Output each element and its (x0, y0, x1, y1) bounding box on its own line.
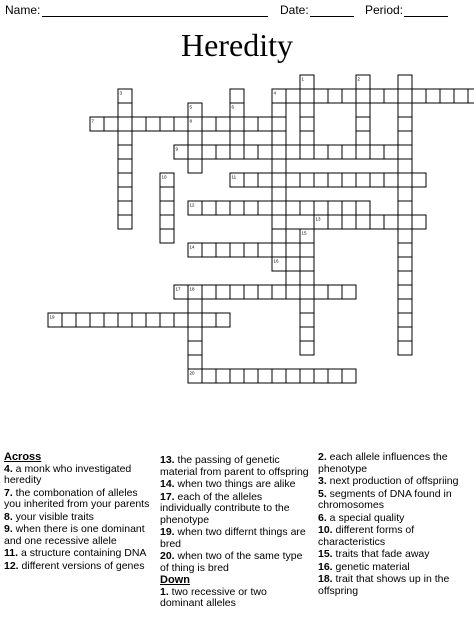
grid-cell[interactable] (328, 145, 342, 159)
grid-cell[interactable] (258, 285, 272, 299)
across-clue (160, 527, 310, 550)
grid-cell[interactable] (342, 173, 356, 187)
down-clue (318, 549, 470, 561)
grid-cell[interactable] (118, 187, 132, 201)
grid-cell[interactable] (188, 313, 202, 327)
grid-cell[interactable] (328, 173, 342, 187)
grid-cell[interactable] (356, 103, 370, 117)
grid-cell[interactable] (398, 243, 412, 257)
clue-number-label: 2. (318, 451, 327, 463)
grid-cell[interactable] (216, 243, 230, 257)
grid-cell[interactable] (118, 173, 132, 187)
grid-cell[interactable] (328, 89, 342, 103)
clue-number-label: 3. (318, 475, 327, 487)
grid-cell[interactable] (398, 341, 412, 355)
grid-cell[interactable] (188, 355, 202, 369)
grid-cell[interactable] (118, 201, 132, 215)
clue-text: a structure containing DNA (18, 547, 147, 559)
clue-number: 9 (175, 146, 179, 152)
grid-cell[interactable] (398, 313, 412, 327)
grid-cell[interactable] (272, 187, 286, 201)
grid-cell[interactable] (398, 131, 412, 145)
grid-cell[interactable] (258, 117, 272, 131)
clue-text: different versions of genes (18, 559, 145, 572)
clue-number: 4 (273, 90, 277, 96)
clue-number: 12 (189, 202, 195, 208)
grid-cell[interactable] (272, 243, 286, 257)
period-label: Period: (365, 3, 404, 17)
grid-cell[interactable] (230, 145, 244, 159)
grid-cell[interactable] (286, 229, 300, 243)
grid-cell[interactable] (118, 117, 132, 131)
clue-number: 14 (189, 244, 195, 250)
grid-cell[interactable] (174, 313, 188, 327)
grid-cell[interactable] (342, 285, 356, 299)
grid-cell[interactable] (300, 257, 314, 271)
grid-cell[interactable] (412, 215, 426, 229)
grid-cell[interactable] (300, 313, 314, 327)
clue-number: 3 (119, 90, 123, 96)
down-clue (318, 574, 470, 597)
clue-number-label: 16. (318, 560, 333, 573)
grid-cell[interactable] (286, 257, 300, 271)
grid-cell[interactable] (300, 117, 314, 131)
clue-text: next production of offspriing (326, 475, 459, 487)
down-clues-continued (318, 452, 470, 598)
clue-number-label: 18. (318, 573, 333, 585)
grid-cell[interactable] (370, 215, 384, 229)
clue-number: 13 (315, 216, 321, 222)
grid-cell[interactable] (202, 285, 216, 299)
clue-number-label: 17. (160, 490, 175, 503)
clue-text: when there is one dominant and one recessive allele (4, 523, 145, 547)
clue-number: 7 (91, 118, 95, 124)
grid-cell[interactable] (412, 89, 426, 103)
grid-cell[interactable] (300, 243, 314, 257)
grid-cell[interactable] (370, 173, 384, 187)
grid-cell[interactable] (342, 369, 356, 383)
clue-text: when two differnt things are bred (160, 526, 306, 550)
grid-cell[interactable] (272, 215, 286, 229)
grid-cell[interactable] (188, 159, 202, 173)
grid-cell[interactable] (244, 369, 258, 383)
clue-number: 19 (49, 314, 55, 320)
grid-cell[interactable] (230, 243, 244, 257)
grid-cell[interactable] (202, 145, 216, 159)
clue-number: 16 (273, 258, 279, 264)
grid-cell[interactable] (356, 117, 370, 131)
grid-cell[interactable] (342, 201, 356, 215)
grid-cell[interactable] (286, 89, 300, 103)
grid-cell[interactable] (160, 313, 174, 327)
clue-number: 8 (189, 118, 193, 124)
grid-cell[interactable] (300, 327, 314, 341)
clue-number-label: 10. (318, 524, 333, 536)
grid-cell[interactable] (398, 173, 412, 187)
grid-cell[interactable] (202, 201, 216, 215)
clue-number-label: 8. (4, 510, 13, 523)
clue-number-label: 11. (4, 547, 19, 559)
grid-cell[interactable] (398, 89, 412, 103)
down-heading: Down (160, 574, 190, 586)
grid-cell[interactable] (132, 313, 146, 327)
grid-cell[interactable] (272, 131, 286, 145)
across-clue (4, 548, 154, 560)
grid-cell[interactable] (272, 201, 286, 215)
grid-cell[interactable] (314, 173, 328, 187)
grid-cell[interactable] (272, 173, 286, 187)
grid-cell[interactable] (244, 285, 258, 299)
grid-cell[interactable] (244, 201, 258, 215)
grid-cell[interactable] (398, 117, 412, 131)
grid-cell[interactable] (314, 89, 328, 103)
clue-number: 10 (161, 174, 167, 180)
grid-cell[interactable] (230, 201, 244, 215)
grid-cell[interactable] (342, 89, 356, 103)
grid-cell[interactable] (230, 131, 244, 145)
clue-number-label: 19. (160, 526, 175, 538)
grid-cell[interactable] (230, 369, 244, 383)
grid-cell[interactable] (398, 145, 412, 159)
grid-cell[interactable] (202, 369, 216, 383)
grid-cell[interactable] (188, 299, 202, 313)
grid-cell[interactable] (188, 131, 202, 145)
across-clue (160, 492, 310, 527)
grid-cell[interactable] (398, 103, 412, 117)
grid-cell[interactable] (244, 243, 258, 257)
grid-cell[interactable] (118, 159, 132, 173)
clue-number-label: 12. (4, 559, 19, 572)
grid-cell[interactable] (258, 243, 272, 257)
grid-cell[interactable] (272, 229, 286, 243)
grid-cell[interactable] (118, 313, 132, 327)
grid-cell[interactable] (356, 173, 370, 187)
grid-cell[interactable] (160, 187, 174, 201)
grid-cell[interactable] (398, 229, 412, 243)
clue-number-label: 5. (318, 487, 327, 500)
clue-text: different forms of characteristics (318, 524, 415, 548)
grid-cell[interactable] (132, 117, 146, 131)
grid-cell[interactable] (272, 285, 286, 299)
grid-cell[interactable] (370, 89, 384, 103)
grid-cell[interactable] (258, 369, 272, 383)
grid-cell[interactable] (398, 159, 412, 173)
grid-cell[interactable] (188, 145, 202, 159)
grid-cell[interactable] (342, 145, 356, 159)
clue-number-label: 1. (160, 585, 169, 598)
grid-cell[interactable] (356, 215, 370, 229)
grid-cell[interactable] (286, 369, 300, 383)
grid-cell[interactable] (258, 173, 272, 187)
grid-cell[interactable] (398, 327, 412, 341)
across-clue (4, 561, 154, 573)
page-title: Heredity (181, 27, 293, 63)
grid-cell[interactable] (216, 145, 230, 159)
grid-cell[interactable] (356, 201, 370, 215)
clue-text: segments of DNA found in chromosomes (318, 487, 452, 511)
grid-cell[interactable] (104, 313, 118, 327)
across-clue (4, 488, 154, 511)
grid-cell[interactable] (272, 103, 286, 117)
grid-cell[interactable] (118, 215, 132, 229)
grid-cell[interactable] (328, 215, 342, 229)
grid-cell[interactable] (216, 313, 230, 327)
grid-cell[interactable] (202, 313, 216, 327)
down-clue (318, 476, 470, 488)
grid-cell[interactable] (300, 89, 314, 103)
clue-number: 17 (175, 286, 181, 292)
grid-cell[interactable] (300, 103, 314, 117)
across-clue (4, 524, 154, 547)
date-label: Date: (280, 3, 309, 17)
clue-number-label: 7. (4, 486, 13, 499)
grid-cell[interactable] (356, 145, 370, 159)
grid-cell[interactable] (118, 145, 132, 159)
grid-cell[interactable] (160, 215, 174, 229)
grid-cell[interactable] (398, 201, 412, 215)
grid-cell[interactable] (272, 117, 286, 131)
clue-number-label: 6. (318, 511, 327, 524)
grid-cell[interactable] (300, 299, 314, 313)
clue-text: a special quality (326, 511, 405, 524)
grid-cell[interactable] (202, 243, 216, 257)
grid-cell[interactable] (300, 285, 314, 299)
grid-cell[interactable] (356, 131, 370, 145)
grid-cell[interactable] (216, 117, 230, 131)
grid-cell[interactable] (314, 145, 328, 159)
across-clues-continued (160, 455, 310, 611)
grid-cell[interactable] (188, 341, 202, 355)
clue-text: traits that fade away (332, 548, 430, 560)
grid-cell[interactable] (370, 145, 384, 159)
grid-cell[interactable] (160, 201, 174, 215)
down-clue (318, 525, 470, 548)
grid-cell[interactable] (300, 145, 314, 159)
grid-cell[interactable] (216, 201, 230, 215)
grid-cell[interactable] (146, 117, 160, 131)
grid-cell[interactable] (286, 271, 300, 285)
clue-number: 18 (189, 286, 195, 292)
clue-number-label: 4. (4, 462, 13, 475)
grid-cell[interactable] (244, 145, 258, 159)
across-clues (4, 452, 154, 573)
across-clue (4, 464, 154, 487)
grid-cell[interactable] (160, 229, 174, 243)
grid-cell[interactable] (356, 89, 370, 103)
clue-text: each of the alleles individually contribute to the phenotype (160, 490, 290, 526)
grid-cell[interactable] (398, 299, 412, 313)
clue-text: each allele influences the phenotype (318, 451, 448, 475)
grid-cell[interactable] (300, 201, 314, 215)
grid-cell[interactable] (314, 201, 328, 215)
grid-cell[interactable] (230, 117, 244, 131)
grid-cell[interactable] (104, 117, 118, 131)
grid-cell[interactable] (328, 369, 342, 383)
clue-text: two recessive or two dominant alleles (160, 585, 267, 609)
grid-cell[interactable] (398, 187, 412, 201)
grid-cell[interactable] (454, 89, 468, 103)
grid-cell[interactable] (216, 285, 230, 299)
clue-number-label: 20. (160, 550, 175, 562)
grid-cell[interactable] (314, 369, 328, 383)
grid-cell[interactable] (118, 103, 132, 117)
grid-cell[interactable] (384, 215, 398, 229)
clue-number-label: 14. (160, 478, 175, 490)
grid-cell[interactable] (230, 89, 244, 103)
grid-cell[interactable] (244, 173, 258, 187)
grid-cell[interactable] (412, 173, 426, 187)
grid-cell[interactable] (300, 271, 314, 285)
grid-cell[interactable] (398, 271, 412, 285)
grid-cell[interactable] (258, 145, 272, 159)
grid-cell[interactable] (272, 369, 286, 383)
down-clue (318, 452, 470, 475)
clue-number-label: 15. (318, 548, 333, 560)
clue-text: genetic material (332, 560, 410, 573)
across-clue (160, 455, 310, 478)
clue-text: a monk who investigated heredity (4, 462, 132, 486)
clue-number-label: 13. (160, 454, 175, 466)
clue-text: the combonation of alleles you inherited from your parents (4, 486, 150, 510)
grid-cell[interactable] (160, 117, 174, 131)
clue-number: 1 (301, 76, 305, 82)
down-clue (160, 587, 310, 610)
grid-cell[interactable] (286, 285, 300, 299)
grid-cell[interactable] (286, 145, 300, 159)
grid-cell[interactable] (188, 327, 202, 341)
grid-cell[interactable] (174, 117, 188, 131)
grid-cell[interactable] (62, 313, 76, 327)
clue-number: 5 (189, 104, 193, 110)
grid-cell[interactable] (286, 173, 300, 187)
grid-cell[interactable] (426, 89, 440, 103)
across-clue (4, 512, 154, 524)
grid-cell[interactable] (468, 89, 474, 103)
across-heading: Across (4, 451, 42, 463)
clue-number: 6 (231, 104, 235, 110)
grid-cell[interactable] (342, 215, 356, 229)
down-clue (318, 562, 470, 574)
grid-cell[interactable] (230, 285, 244, 299)
down-clue (318, 489, 470, 512)
grid-cell[interactable] (300, 341, 314, 355)
clue-number: 11 (231, 174, 237, 180)
grid-cell[interactable] (300, 131, 314, 145)
clue-text: when two things are alike (174, 478, 296, 490)
grid-cell[interactable] (440, 89, 454, 103)
grid-cell[interactable] (272, 159, 286, 173)
grid-cell[interactable] (398, 215, 412, 229)
grid-cell[interactable] (118, 131, 132, 145)
grid-cell[interactable] (398, 257, 412, 271)
grid-cell[interactable] (90, 313, 104, 327)
grid-cell[interactable] (286, 243, 300, 257)
clue-text: the passing of genetic material from parent to offspring (160, 454, 309, 478)
grid-cell[interactable] (76, 313, 90, 327)
grid-cell[interactable] (146, 313, 160, 327)
grid-cell[interactable] (286, 201, 300, 215)
grid-cell[interactable] (300, 173, 314, 187)
grid-cell[interactable] (202, 117, 216, 131)
grid-cell[interactable] (244, 117, 258, 131)
clue-number-label: 9. (4, 523, 13, 535)
grid-cell[interactable] (216, 369, 230, 383)
grid-cell[interactable] (384, 89, 398, 103)
clue-number: 15 (301, 230, 307, 236)
down-clue (318, 513, 470, 525)
grid-cell[interactable] (384, 173, 398, 187)
across-clue (160, 551, 310, 574)
grid-cell[interactable] (258, 201, 272, 215)
clue-text: your visible traits (12, 510, 94, 523)
name-label: Name: (5, 3, 41, 17)
grid-cell[interactable] (328, 201, 342, 215)
grid-cell[interactable] (272, 145, 286, 159)
grid-cell[interactable] (300, 369, 314, 383)
clue-text: trait that shows up in the offspring (318, 573, 450, 597)
clue-text: when two of the same type of thing is bred (160, 550, 303, 574)
grid-cell[interactable] (384, 145, 398, 159)
grid-cell[interactable] (398, 285, 412, 299)
across-clue (160, 479, 310, 491)
clue-number: 20 (189, 370, 195, 376)
grid-cell[interactable] (314, 285, 328, 299)
grid-cell[interactable] (328, 285, 342, 299)
grid-cell[interactable] (398, 75, 412, 89)
clue-number: 2 (357, 76, 361, 82)
